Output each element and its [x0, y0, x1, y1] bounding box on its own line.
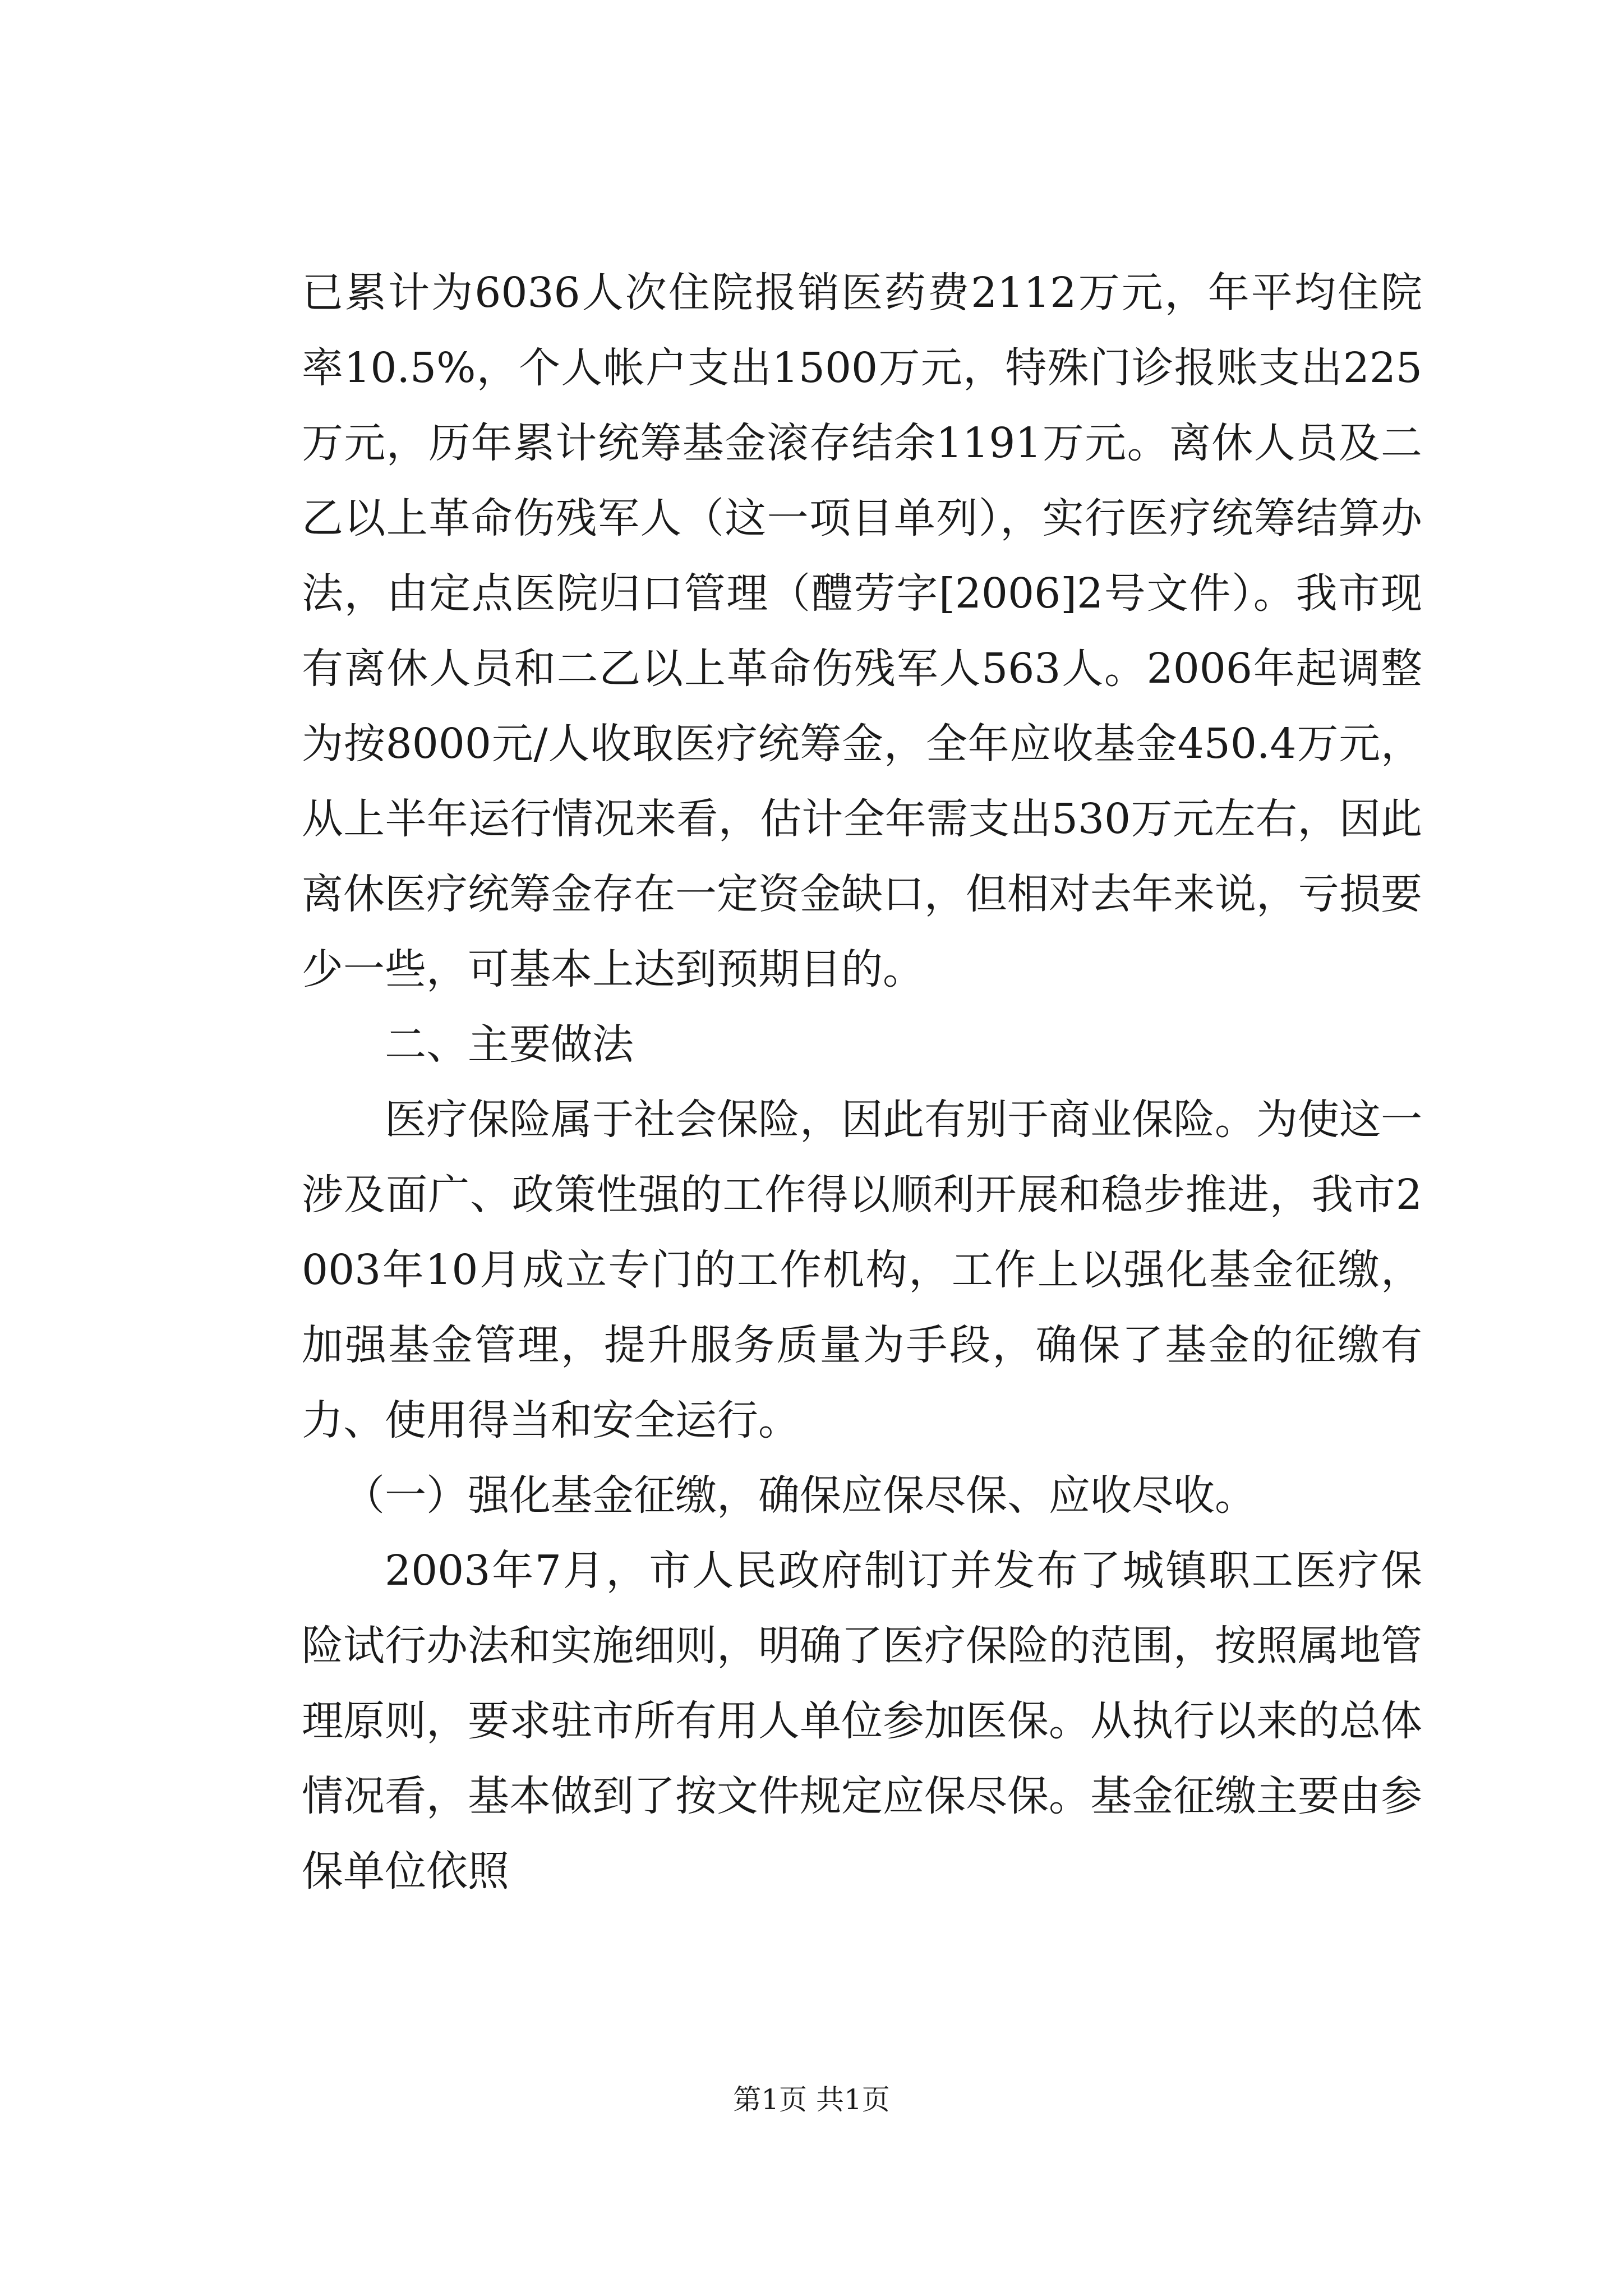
document-body — [302, 255, 1422, 1909]
paragraph-continued: 已累计为6036人次住院报销医药费2112万元，年平均住院率10.5%，个人帐户支出1500万元，特殊门诊报账支出225万元，历年累计统筹基金滚存结余1191万元。离休人员及二乙以上革命伤残军人（这一项目单列），实行医疗统筹结算办法，由定点医院归口管理（醴劳字[2006]2号文件）。我市现有离休人员和二乙以上革命伤残军人563人。2006年起调整为按8000元/人收取医疗统筹金，全年应收基金450.4万元，从上半年运行情况来看，估计全年需支出530万元左右，因此离休医疗统筹金存在一定资金缺口，但相对去年来说，亏损要少一些，可基本上达到预期目的。 — [302, 269, 1422, 993]
subsection-heading-fund-collection: （一）强化基金征缴，确保应保尽保、应收尽收。 — [343, 1471, 1256, 1520]
paragraph-medical-insurance-intro: 医疗保险属于社会保险，因此有别于商业保险。为使这一涉及面广、政策性强的工作得以顺利开展和稳步推进，我市2003年10月成立专门的工作机构，工作上以强化基金征缴，加强基金管理，提升服务质量为手段，确保了基金的征缴有力、使用得当和安全运行。 — [302, 1096, 1422, 1444]
paragraph-fund-collection: 2003年7月，市人民政府制订并发布了城镇职工医疗保险试行办法和实施细则，明确了医疗保险的范围，按照属地管理原则，要求驻市所有用人单位参加医保。从执行以来的总体情况看，基本做到了按文件规定应保尽保。基金征缴主要由参保单位依照 — [302, 1547, 1422, 1895]
section-heading-main-practices: 二、主要做法 — [385, 1020, 634, 1069]
page-footer: 第1页 共1页 — [733, 2083, 890, 2116]
